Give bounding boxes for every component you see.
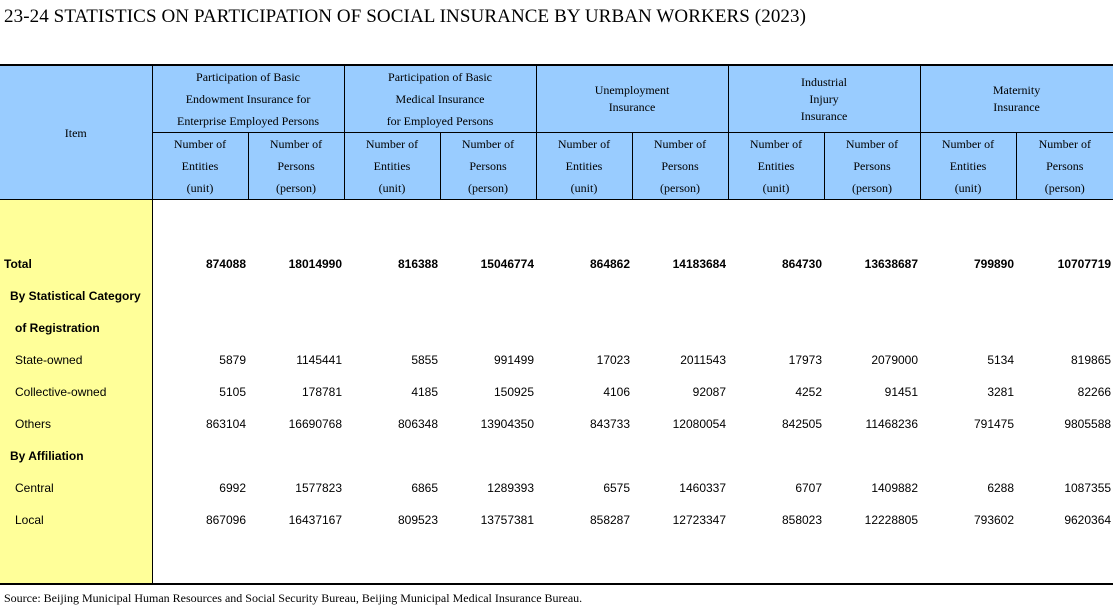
group-header-maternity <box>920 65 1113 133</box>
entities-cell: 864862 <box>589 257 631 271</box>
spacer-cell <box>248 536 344 584</box>
entities-cell: 863104 <box>205 417 246 431</box>
persons-cell: 82266 <box>1077 385 1112 399</box>
spacer-cell <box>1016 536 1113 584</box>
table-row <box>0 504 1113 536</box>
sub-header-line: (person) <box>1044 181 1085 195</box>
entities-cell: 5879 <box>219 353 246 367</box>
spacer-cell <box>728 536 824 584</box>
sub-header-line: (unit) <box>378 181 406 195</box>
sub-header-line: Number of <box>845 137 899 151</box>
entities-cell: 6707 <box>795 481 823 495</box>
group-header-line: Endowment Insurance for <box>185 92 311 106</box>
persons-cell: 15046774 <box>480 257 535 271</box>
persons-cell: 1289393 <box>487 481 535 495</box>
sub-header-line: Entities <box>565 159 603 173</box>
sub-header-line: Number of <box>461 137 515 151</box>
sub-header-persons <box>632 133 728 200</box>
sub-header-line: Number of <box>173 137 227 151</box>
group-header-injury <box>728 65 920 133</box>
entities-cell: 6992 <box>219 481 246 495</box>
entities-cell: 6288 <box>987 481 1015 495</box>
entities-cell: 842505 <box>781 417 823 431</box>
sub-header-line: Number of <box>941 137 995 151</box>
persons-cell <box>248 440 344 472</box>
group-header-line: Maternity <box>992 83 1041 97</box>
persons-cell: 1087355 <box>1064 481 1112 495</box>
persons-cell: 1577823 <box>295 481 343 495</box>
row-label: Local <box>0 504 152 536</box>
group-header-line: Participation of Basic <box>196 70 300 84</box>
table-row <box>0 248 1113 280</box>
sub-header-line: Number of <box>365 137 419 151</box>
spacer-row <box>0 200 1113 249</box>
row-label: Others <box>0 408 152 440</box>
entities-cell <box>344 440 440 472</box>
sub-header-line: (person) <box>852 181 893 195</box>
entities-cell: 874088 <box>205 257 246 271</box>
entities-cell: 5855 <box>411 353 439 367</box>
row-label: Total <box>0 248 152 280</box>
persons-cell: 9620364 <box>1064 513 1112 527</box>
entities-cell: 3281 <box>987 385 1015 399</box>
persons-cell <box>632 280 728 312</box>
sub-header-line: (person) <box>276 181 316 195</box>
persons-cell: 2079000 <box>871 353 919 367</box>
persons-cell: 1460337 <box>679 481 727 495</box>
group-header-line: Insurance <box>608 100 656 114</box>
persons-cell: 178781 <box>301 385 343 399</box>
spacer-cell <box>728 200 824 249</box>
entities-cell: 4106 <box>603 385 631 399</box>
persons-cell: 150925 <box>493 385 535 399</box>
sub-header-entities <box>152 133 248 200</box>
sub-header-line: (unit) <box>186 181 214 195</box>
persons-cell <box>632 440 728 472</box>
entities-cell: 4185 <box>411 385 439 399</box>
entities-cell <box>728 312 824 344</box>
persons-cell <box>1016 312 1113 344</box>
persons-cell: 1145441 <box>296 353 343 367</box>
group-header-line: Insurance <box>993 100 1040 114</box>
persons-cell <box>824 440 920 472</box>
spacer-cell <box>1016 200 1113 249</box>
source-note: Source: Beijing Municipal Human Resources and Social Security Bureau, Beijing Municipal Medical Insurance Bureau. <box>4 591 583 605</box>
entities-cell <box>920 280 1016 312</box>
table-row <box>0 408 1113 440</box>
persons-cell: 14183684 <box>672 257 727 271</box>
persons-cell: 12723347 <box>672 513 727 527</box>
entities-cell: 793602 <box>973 513 1015 527</box>
sub-header-line: (unit) <box>762 181 790 195</box>
table-row <box>0 280 1113 312</box>
group-header-unemployment <box>536 65 728 133</box>
sub-header-line: Number of <box>557 137 611 151</box>
group-header-endowment <box>152 65 344 133</box>
entities-cell: 858287 <box>589 513 631 527</box>
persons-cell <box>440 312 536 344</box>
sub-header-line: Entities <box>181 159 219 173</box>
group-header-medical <box>344 65 536 133</box>
page-title: 23-24 STATISTICS ON PARTICIPATION OF SOCIAL INSURANCE BY URBAN WORKERS (2023) <box>4 6 807 27</box>
sub-header-line: (person) <box>660 181 700 195</box>
persons-cell: 12228805 <box>864 513 919 527</box>
persons-cell: 16690768 <box>288 417 343 431</box>
entities-cell <box>536 440 632 472</box>
entities-cell <box>152 312 248 344</box>
entities-cell: 17973 <box>788 353 823 367</box>
group-header-line: Injury <box>809 91 839 106</box>
persons-cell: 9805588 <box>1064 417 1112 431</box>
table-row <box>0 312 1113 344</box>
row-label: Central <box>0 472 152 504</box>
entities-cell <box>536 280 632 312</box>
group-header-line: Enterprise Employed Persons <box>177 114 319 128</box>
sub-header-line: Persons <box>853 159 891 173</box>
spacer-cell <box>920 536 1016 584</box>
persons-cell: 11468236 <box>865 417 919 431</box>
spacer-cell <box>632 536 728 584</box>
spacer-cell <box>152 536 248 584</box>
entities-cell: 6575 <box>603 481 631 495</box>
sub-header-line: (unit) <box>954 181 982 195</box>
spacer-cell <box>248 200 344 249</box>
entities-cell <box>152 280 248 312</box>
sub-header-persons <box>248 133 344 200</box>
spacer-cell <box>344 200 440 249</box>
entities-cell <box>536 312 632 344</box>
persons-cell: 13638687 <box>864 257 919 271</box>
sub-header-persons <box>824 133 920 200</box>
entities-cell: 843733 <box>589 417 631 431</box>
item-header: Item <box>0 65 152 200</box>
persons-cell: 16437167 <box>288 513 343 527</box>
entities-cell <box>152 440 248 472</box>
sub-header-entities <box>920 133 1016 200</box>
entities-cell: 799890 <box>973 257 1015 271</box>
spacer-cell <box>536 200 632 249</box>
group-header-line: for Employed Persons <box>386 114 494 128</box>
row-label: of Registration <box>0 312 152 344</box>
entities-cell <box>344 280 440 312</box>
sub-header-line: Number of <box>749 137 803 151</box>
persons-cell: 18014990 <box>288 257 343 271</box>
persons-cell: 13757381 <box>480 513 535 527</box>
persons-cell: 13904350 <box>480 417 535 431</box>
sub-header-entities <box>728 133 824 200</box>
entities-cell <box>728 280 824 312</box>
sub-header-entities <box>344 133 440 200</box>
sub-header-entities <box>536 133 632 200</box>
persons-cell: 92087 <box>692 385 727 399</box>
spacer-cell <box>824 200 920 249</box>
entities-cell: 858023 <box>781 513 823 527</box>
persons-cell: 2011543 <box>680 353 727 367</box>
row-label: By Statistical Category <box>0 280 152 312</box>
spacer-cell <box>0 200 152 249</box>
entities-cell <box>344 312 440 344</box>
sub-header-persons <box>1016 133 1113 200</box>
row-label: By Affiliation <box>0 440 152 472</box>
sub-header-line: Persons <box>661 159 699 173</box>
entities-cell: 5105 <box>219 385 246 399</box>
spacer-cell <box>152 200 248 249</box>
sub-header-line: Number of <box>1038 137 1091 151</box>
row-label: State-owned <box>0 344 152 376</box>
spacer-row <box>0 536 1113 584</box>
group-header-line: Medical Insurance <box>395 92 485 106</box>
spacer-cell <box>0 536 152 584</box>
table-body <box>0 200 1113 585</box>
spacer-cell <box>440 200 536 249</box>
entities-cell: 5134 <box>987 353 1015 367</box>
sub-header-line: Persons <box>1046 159 1084 173</box>
entities-cell <box>728 440 824 472</box>
entities-cell <box>920 312 1016 344</box>
entities-cell: 867096 <box>205 513 246 527</box>
spacer-cell <box>632 200 728 249</box>
persons-cell: 91451 <box>884 385 919 399</box>
group-header-line: Industrial <box>801 74 848 89</box>
persons-cell: 10707719 <box>1057 257 1112 271</box>
persons-cell <box>1016 440 1113 472</box>
sub-header-line: Number of <box>653 137 707 151</box>
table-row <box>0 440 1113 472</box>
sub-header-line: Persons <box>277 159 315 173</box>
entities-cell: 806348 <box>397 417 439 431</box>
sub-header-line: Number of <box>269 137 323 151</box>
group-header-line: Insurance <box>800 108 848 123</box>
spacer-cell <box>824 536 920 584</box>
spacer-cell <box>920 200 1016 249</box>
sub-header-line: (unit) <box>570 181 598 195</box>
sub-header-line: (person) <box>468 181 508 195</box>
persons-cell: 991499 <box>493 353 535 367</box>
group-header-line: Participation of Basic <box>388 70 492 84</box>
sub-header-line: Entities <box>757 159 795 173</box>
group-header-line: Unemployment <box>594 83 670 97</box>
sub-header-line: Entities <box>373 159 411 173</box>
sub-header-line: Persons <box>469 159 507 173</box>
sub-header-persons <box>440 133 536 200</box>
entities-cell: 864730 <box>781 257 823 271</box>
persons-cell <box>632 312 728 344</box>
table-row <box>0 376 1113 408</box>
persons-cell: 819865 <box>1071 353 1112 367</box>
table-row <box>0 472 1113 504</box>
persons-cell <box>824 312 920 344</box>
entities-cell: 791475 <box>973 417 1015 431</box>
persons-cell <box>248 312 344 344</box>
spacer-cell <box>536 536 632 584</box>
spacer-cell <box>440 536 536 584</box>
entities-cell: 6865 <box>411 481 439 495</box>
sub-header-line: Entities <box>949 159 987 173</box>
persons-cell <box>440 280 536 312</box>
persons-cell: 12080054 <box>672 417 727 431</box>
entities-cell: 17023 <box>596 353 631 367</box>
persons-cell <box>824 280 920 312</box>
row-label: Collective-owned <box>0 376 152 408</box>
entities-cell: 816388 <box>397 257 439 271</box>
table-row <box>0 344 1113 376</box>
persons-cell: 1409882 <box>871 481 919 495</box>
persons-cell <box>248 280 344 312</box>
statistics-table <box>0 64 1113 585</box>
persons-cell <box>440 440 536 472</box>
entities-cell: 4252 <box>795 385 823 399</box>
entities-cell: 809523 <box>397 513 439 527</box>
entities-cell <box>920 440 1016 472</box>
persons-cell <box>1016 280 1113 312</box>
spacer-cell <box>344 536 440 584</box>
